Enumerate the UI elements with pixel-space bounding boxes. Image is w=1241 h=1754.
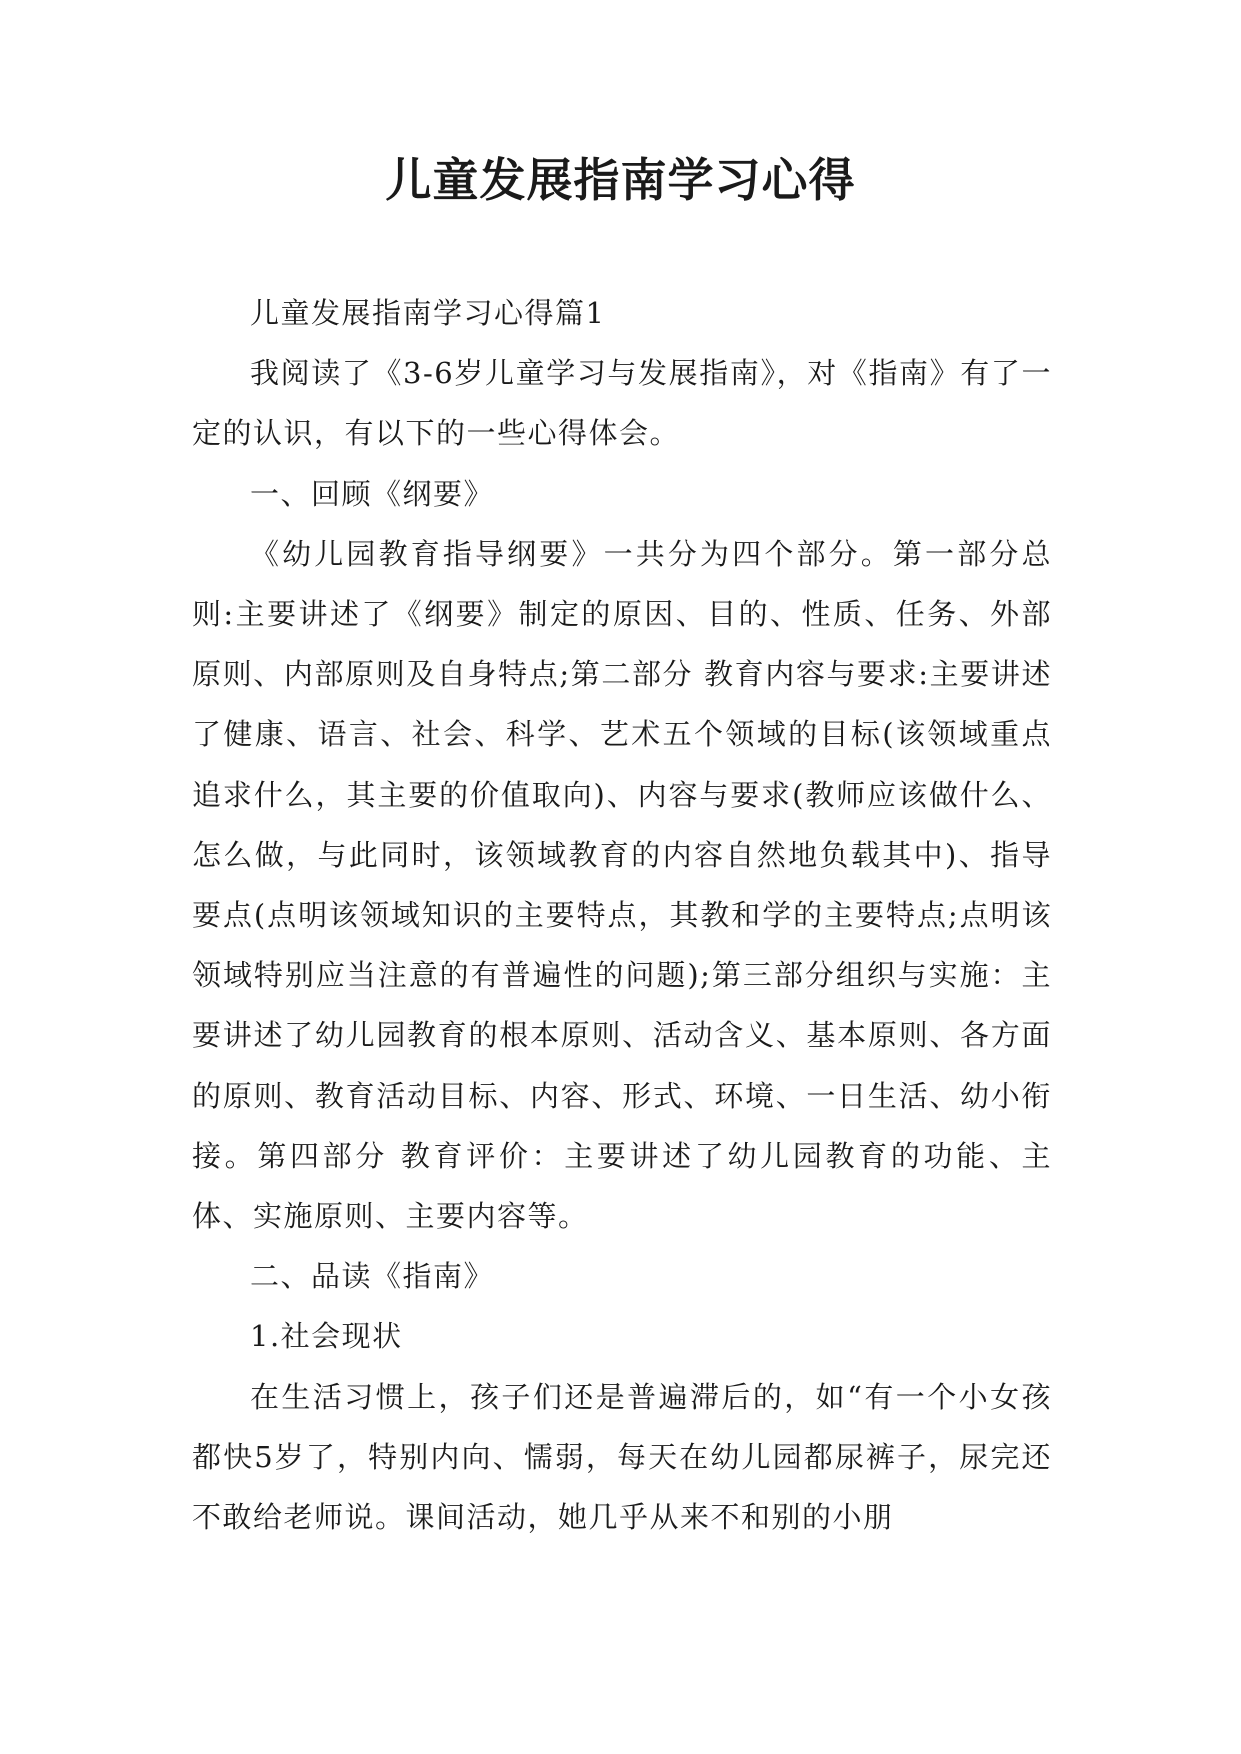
subsection-heading: 1.社会现状: [250, 1319, 403, 1354]
section-heading: 一、回顾《纲要》: [250, 476, 495, 511]
paragraph: 在生活习惯上，孩子们还是普遍滞后的，如“有一个小女孩都快5岁了，特别内向、懦弱，每天在幼儿园都尿裤子，尿完还不敢给老师说。课间活动，她几乎从来不和别的小朋: [192, 1379, 1052, 1535]
document-title: 儿童发展指南学习心得: [385, 153, 856, 207]
paragraph: 我阅读了《3-6岁儿童学习与发展指南》，对《指南》有了一定的认识，有以下的一些心得体会。: [192, 356, 1052, 451]
section-heading: 儿童发展指南学习心得篇1: [250, 296, 606, 330]
paragraph: 《幼儿园教育指导纲要》一共分为四个部分。第一部分总则:主要讲述了《纲要》制定的原因、目的、性质、任务、外部原则、内部原则及自身特点;第二部分 教育内容与要求:主要讲述了健康、语言、社会、科学、艺术五个领域的目标(该领域重点追求什么，其主要的价值取向)、内容与要求(教师应该做什么、怎么做，与此同时，该领域教育的内容自然地负载其中)、指导要点(点明该领域知识的主要特点，其教和学的主要特点;点明该领域特别应当注意的有普遍性的问题);第三部分组织与实施：主要讲述了幼儿园教育的根本原则、活动含义、基本原则、各方面的原则、教育活动目标、内容、形式、环境、一日生活、幼小衔接。第四部分 教育评价：主要讲述了幼儿园教育的功能、主体、实施原则、主要内容等。: [192, 536, 1052, 1234]
section-heading: 二、品读《指南》: [250, 1259, 495, 1294]
document-body: [192, 283, 1052, 1547]
